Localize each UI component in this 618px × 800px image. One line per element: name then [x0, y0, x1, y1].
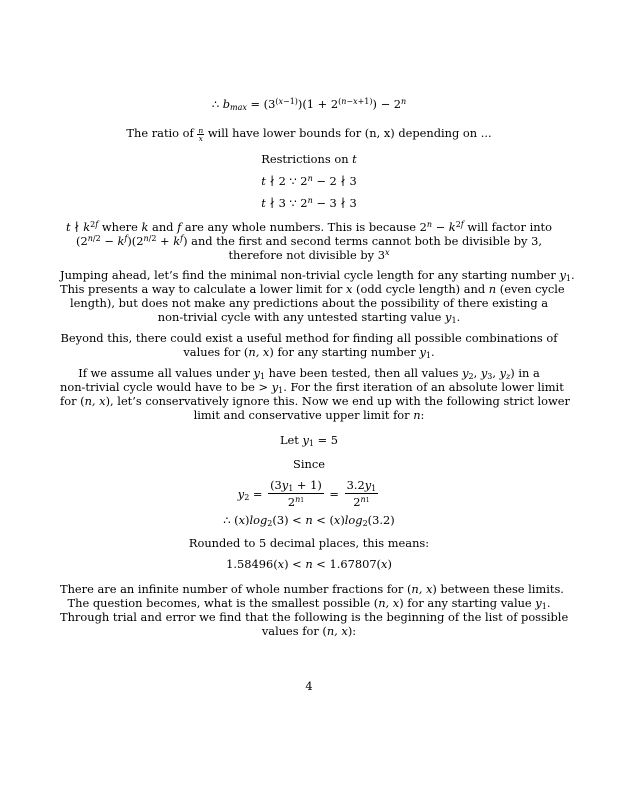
- para-infinite-line-3: Through trial and error we find that the following is the beginning of the list of possible: [60, 610, 569, 624]
- fraction-2: $\frac{3.2y_1}{2^{n1}}$: [346, 478, 377, 509]
- para-assume-line-1: If we assume all values under $y_1$ have been tested, then all values $y_2$, $y_3$, $y_z$) in a: [78, 366, 540, 381]
- para-jump-line-3: length), but does not make any predictions about the possibility of there existing a: [69, 296, 549, 310]
- para-jump-line-4: non-trivial cycle with any untested starting value $y_1$.: [157, 310, 461, 325]
- para-t-line-2: $(2^{n/2} - k^f)(2^{n/2} + k^f)$ and the first and second terms cannot both be divisible by 3,: [76, 234, 542, 248]
- page-number: 4: [305, 679, 313, 693]
- para-jump-line-2: This presents a way to calculate a lower limit for x (odd cycle length) and n (even cycle: [60, 282, 565, 296]
- para-jump-line-1: Jumping ahead, let’s find the minimal non-trivial cycle length for any starting number $y_1$.: [60, 268, 575, 283]
- let-line: Let $y_1 = 5$: [279, 433, 339, 448]
- para-assume-line-3: for (n, x), let’s conservatively ignore this. Now we end up with the following strict lower: [60, 394, 570, 408]
- para-t-line-3: therefore not divisible by 3$^x$: [228, 248, 390, 262]
- equation-log-bounds: ∴ $(x)\log_2(3) < n < (x)\log_2(3.2)$: [223, 513, 395, 528]
- ratio-sentence: The ratio of $\frac{n}{x}$ will have lower bounds for (n, x) depending on ...: [126, 125, 492, 143]
- para-assume-line-2: non-trivial cycle would have to be > $y_1$. For the first iteration of an absolute lower limit: [60, 380, 564, 395]
- para-infinite-line-2: The question becomes, what is the smallest possible (n, x) for any starting value $y_1$.: [67, 596, 551, 611]
- ratio-fraction: $\frac{n}{x}$: [198, 125, 204, 143]
- equation-bmax: ∴ $b_{max} = (3^{(x-1)})(1 + 2^{(n-x+1)}) - 2^n$: [211, 97, 407, 112]
- para-beyond-line-1: Beyond this, there could exist a useful method for finding all possible combinations of: [60, 331, 558, 345]
- fraction-1: $\frac{(3y_1 + 1)}{2^{n1}}$: [270, 478, 322, 509]
- rounded-line: Rounded to 5 decimal places, this means:: [188, 536, 430, 550]
- restriction-1: t ∤ 2 ∵ $2^n - 2$ ∤ 3: [261, 174, 357, 188]
- para-infinite-line-4: values for (n, x):: [261, 624, 357, 638]
- para-t-line-1: t ∤ $k^{2f}$ where k and f are any whole numbers. This is because $2^n - k^{2f}$ will factor into: [65, 220, 552, 234]
- para-beyond-line-2: values for (n, x) for any starting number $y_1$.: [183, 345, 435, 360]
- restrictions-title: Restrictions on t: [261, 152, 357, 166]
- since-line: Since: [293, 457, 325, 471]
- equation-numeric-bounds: 1.58496(x) < n < 1.67807(x): [226, 557, 392, 571]
- para-assume-line-4: limit and conservative upper limit for n:: [193, 408, 425, 422]
- para-infinite-line-1: There are an infinite number of whole number fractions for (n, x) between these limits.: [60, 582, 564, 596]
- restriction-2: t ∤ 3 ∵ $2^n - 3$ ∤ 3: [261, 196, 357, 210]
- equation-y2: $y_2$ = $\frac{(3y_1 + 1)}{2^{n1}}$ = $\frac{3.2y_1}{2^{n1}}$: [237, 478, 377, 509]
